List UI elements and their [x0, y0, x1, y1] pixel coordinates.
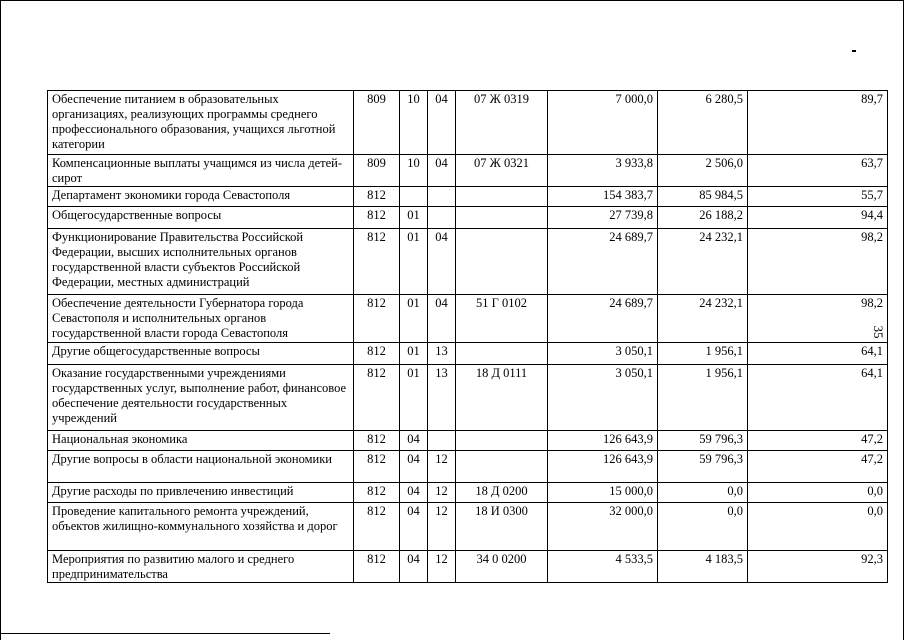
row-subsection-code-cell [428, 431, 456, 451]
row-admin-code-cell: 812 [354, 229, 400, 295]
row-execution-percent-cell: 92,3 [748, 551, 888, 583]
row-name-cell: Обеспечение деятельности Губернатора города Севастополя и исполнительных органов государственной власти города Севастополя [48, 295, 354, 343]
row-planned-amount-cell: 154 383,7 [548, 187, 658, 207]
scan-speck [852, 50, 856, 52]
scan-bottom-line [0, 633, 330, 634]
row-section-code-cell: 04 [400, 483, 428, 503]
row-execution-percent-cell: 94,4 [748, 207, 888, 229]
row-admin-code-cell: 812 [354, 431, 400, 451]
row-target-code-cell: 07 Ж 0321 [456, 155, 548, 187]
row-name-cell: Обеспечение питанием в образовательных организациях, реализующих программы среднего профессионального образования, учащихся льготной категории [48, 91, 354, 155]
row-name-cell: Другие общегосударственные вопросы [48, 343, 354, 365]
row-admin-code-cell: 812 [354, 365, 400, 431]
row-planned-amount-cell: 15 000,0 [548, 483, 658, 503]
row-subsection-code-cell: 12 [428, 503, 456, 551]
row-section-code-cell: 01 [400, 229, 428, 295]
row-subsection-code-cell: 12 [428, 451, 456, 483]
row-execution-percent-cell: 47,2 [748, 431, 888, 451]
row-section-code-cell: 01 [400, 343, 428, 365]
row-executed-amount-cell: 24 232,1 [658, 295, 748, 343]
row-name-cell: Национальная экономика [48, 431, 354, 451]
row-executed-amount-cell: 2 506,0 [658, 155, 748, 187]
row-name-cell: Мероприятия по развитию малого и среднего предпринимательства [48, 551, 354, 583]
row-admin-code-cell: 812 [354, 295, 400, 343]
row-subsection-code-cell: 04 [428, 295, 456, 343]
row-target-code-cell: 51 Г 0102 [456, 295, 548, 343]
row-planned-amount-cell: 3 050,1 [548, 343, 658, 365]
row-executed-amount-cell: 6 280,5 [658, 91, 748, 155]
row-subsection-code-cell: 12 [428, 483, 456, 503]
row-execution-percent-cell: 0,0 [748, 483, 888, 503]
scan-border-top [0, 0, 903, 1]
row-execution-percent-cell: 64,1 [748, 343, 888, 365]
row-section-code-cell: 04 [400, 551, 428, 583]
page-number: 35 [871, 325, 886, 339]
row-subsection-code-cell [428, 207, 456, 229]
row-execution-percent-cell: 0,0 [748, 503, 888, 551]
row-admin-code-cell: 812 [354, 343, 400, 365]
row-executed-amount-cell: 0,0 [658, 503, 748, 551]
row-admin-code-cell: 812 [354, 207, 400, 229]
row-execution-percent-cell: 55,7 [748, 187, 888, 207]
row-executed-amount-cell: 24 232,1 [658, 229, 748, 295]
table-row [48, 91, 888, 155]
row-name-cell: Другие расходы по привлечению инвестиций [48, 483, 354, 503]
table-row [48, 551, 888, 583]
row-planned-amount-cell: 24 689,7 [548, 229, 658, 295]
table-body [48, 91, 888, 583]
row-subsection-code-cell: 13 [428, 365, 456, 431]
scan-border-left [0, 0, 1, 640]
row-admin-code-cell: 812 [354, 451, 400, 483]
row-executed-amount-cell: 85 984,5 [658, 187, 748, 207]
row-section-code-cell: 10 [400, 91, 428, 155]
row-target-code-cell: 18 Д 0111 [456, 365, 548, 431]
budget-execution-table [47, 90, 888, 583]
row-section-code-cell: 10 [400, 155, 428, 187]
row-name-cell: Компенсационные выплаты учащимся из числа детей-сирот [48, 155, 354, 187]
row-section-code-cell: 01 [400, 207, 428, 229]
row-subsection-code-cell: 04 [428, 229, 456, 295]
row-subsection-code-cell [428, 187, 456, 207]
row-admin-code-cell: 809 [354, 155, 400, 187]
table-row [48, 503, 888, 551]
row-executed-amount-cell: 4 183,5 [658, 551, 748, 583]
table-row [48, 207, 888, 229]
row-execution-percent-cell: 63,7 [748, 155, 888, 187]
row-section-code-cell: 01 [400, 365, 428, 431]
row-admin-code-cell: 812 [354, 483, 400, 503]
row-executed-amount-cell: 1 956,1 [658, 365, 748, 431]
row-name-cell: Функционирование Правительства Российской Федерации, высших исполнительных органов государственной власти субъектов Российской Федерации, местных администраций [48, 229, 354, 295]
table-row [48, 295, 888, 343]
row-target-code-cell [456, 187, 548, 207]
row-section-code-cell: 04 [400, 451, 428, 483]
row-planned-amount-cell: 126 643,9 [548, 451, 658, 483]
row-target-code-cell: 18 И 0300 [456, 503, 548, 551]
table-row [48, 343, 888, 365]
row-target-code-cell: 07 Ж 0319 [456, 91, 548, 155]
row-section-code-cell [400, 187, 428, 207]
row-section-code-cell: 01 [400, 295, 428, 343]
row-planned-amount-cell: 3 050,1 [548, 365, 658, 431]
row-planned-amount-cell: 4 533,5 [548, 551, 658, 583]
table-row [48, 431, 888, 451]
table-row [48, 155, 888, 187]
row-execution-percent-cell: 64,1 [748, 365, 888, 431]
row-admin-code-cell: 809 [354, 91, 400, 155]
row-name-cell: Проведение капитального ремонта учреждений, объектов жилищно-коммунального хозяйства и дорог [48, 503, 354, 551]
row-executed-amount-cell: 59 796,3 [658, 431, 748, 451]
row-subsection-code-cell: 04 [428, 155, 456, 187]
table-row [48, 451, 888, 483]
row-execution-percent-cell: 47,2 [748, 451, 888, 483]
row-target-code-cell: 18 Д 0200 [456, 483, 548, 503]
row-target-code-cell [456, 343, 548, 365]
row-name-cell: Департамент экономики города Севастополя [48, 187, 354, 207]
row-planned-amount-cell: 32 000,0 [548, 503, 658, 551]
table-row [48, 229, 888, 295]
row-name-cell: Другие вопросы в области национальной экономики [48, 451, 354, 483]
table-row [48, 365, 888, 431]
row-execution-percent-cell: 98,2 [748, 295, 888, 343]
row-name-cell: Оказание государственными учреждениями государственных услуг, выполнение работ, финансовое обеспечение деятельности государственных учреждений [48, 365, 354, 431]
row-planned-amount-cell: 126 643,9 [548, 431, 658, 451]
row-target-code-cell [456, 207, 548, 229]
row-admin-code-cell: 812 [354, 503, 400, 551]
row-executed-amount-cell: 1 956,1 [658, 343, 748, 365]
row-target-code-cell: 34 0 0200 [456, 551, 548, 583]
row-section-code-cell: 04 [400, 431, 428, 451]
row-subsection-code-cell: 13 [428, 343, 456, 365]
row-executed-amount-cell: 26 188,2 [658, 207, 748, 229]
row-executed-amount-cell: 0,0 [658, 483, 748, 503]
row-target-code-cell [456, 431, 548, 451]
table-row [48, 483, 888, 503]
row-planned-amount-cell: 3 933,8 [548, 155, 658, 187]
row-executed-amount-cell: 59 796,3 [658, 451, 748, 483]
row-target-code-cell [456, 229, 548, 295]
row-section-code-cell: 04 [400, 503, 428, 551]
row-planned-amount-cell: 24 689,7 [548, 295, 658, 343]
row-name-cell: Общегосударственные вопросы [48, 207, 354, 229]
row-target-code-cell [456, 451, 548, 483]
row-execution-percent-cell: 98,2 [748, 229, 888, 295]
table-row [48, 187, 888, 207]
row-admin-code-cell: 812 [354, 551, 400, 583]
row-subsection-code-cell: 04 [428, 91, 456, 155]
row-admin-code-cell: 812 [354, 187, 400, 207]
row-planned-amount-cell: 7 000,0 [548, 91, 658, 155]
scan-border-right [903, 0, 904, 640]
row-subsection-code-cell: 12 [428, 551, 456, 583]
row-planned-amount-cell: 27 739,8 [548, 207, 658, 229]
row-execution-percent-cell: 89,7 [748, 91, 888, 155]
